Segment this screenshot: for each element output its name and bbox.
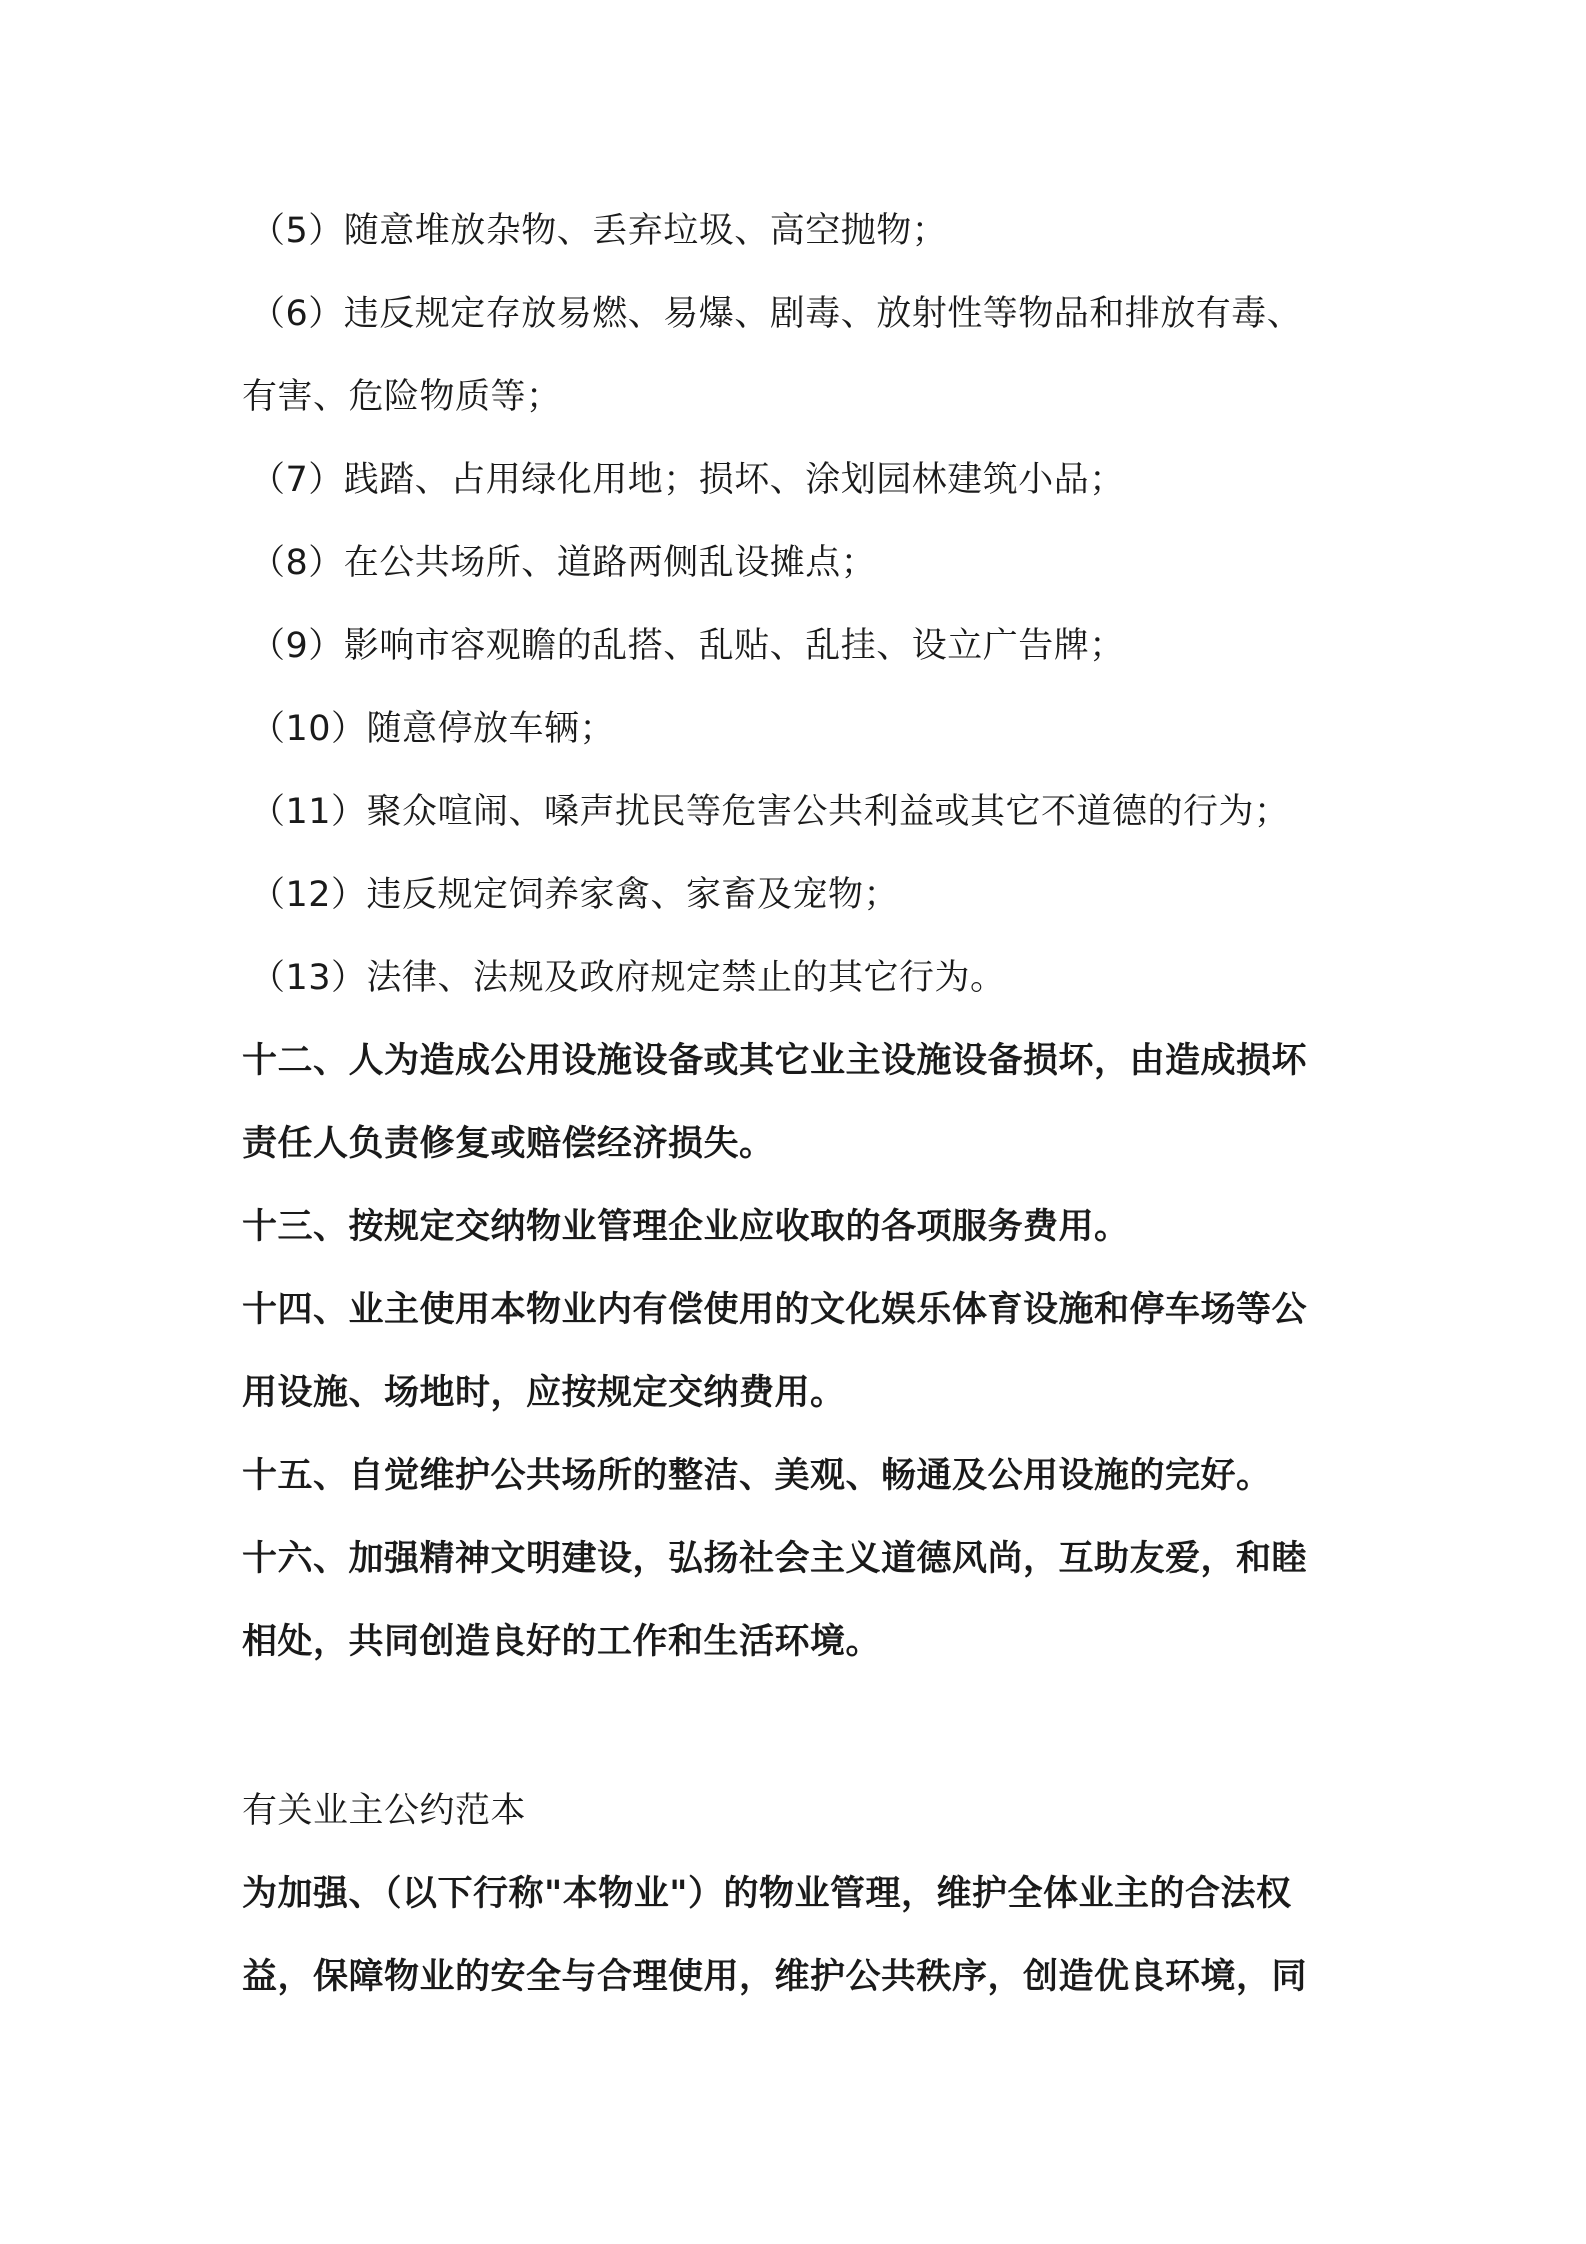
list-item: （11）聚众喧闹、嗓声扰民等危害公共利益或其它不道德的行为； — [250, 792, 1290, 832]
clause-13: 十三、按规定交纳物业管理企业应收取的各项服务费用。 — [242, 1207, 1130, 1247]
clause-12: 十二、人为造成公用设施设备或其它业主设施设备损坏，由造成损坏 — [242, 1041, 1308, 1081]
list-item: （13）法律、法规及政府规定禁止的其它行为。 — [250, 958, 1006, 998]
clause-16: 十六、加强精神文明建设，弘扬社会主义道德风尚，互助友爱，和睦 — [242, 1539, 1308, 1579]
list-item: （7）践踏、占用绿化用地；损坏、涂划园林建筑小品； — [250, 460, 1125, 500]
intro-paragraph-line: 为加强、（以下行称"本物业"）的物业管理，维护全体业主的合法权 — [242, 1874, 1292, 1914]
list-item: （8）在公共场所、道路两侧乱设摊点； — [250, 543, 877, 583]
clause-14-continuation: 用设施、场地时，应按规定交纳费用。 — [242, 1373, 846, 1413]
section-title: 有关业主公约范本 — [242, 1791, 527, 1831]
clause-16-continuation: 相处，共同创造良好的工作和生活环境。 — [242, 1622, 882, 1662]
clause-12-continuation: 责任人负责修复或赔偿经济损失。 — [242, 1124, 775, 1164]
clause-15: 十五、自觉维护公共场所的整洁、美观、畅通及公用设施的完好。 — [242, 1456, 1272, 1496]
list-item: （5）随意堆放杂物、丢弃垃圾、高空抛物； — [250, 211, 948, 251]
list-item: （6）违反规定存放易燃、易爆、剧毒、放射性等物品和排放有毒、 — [250, 294, 1303, 334]
clause-14: 十四、业主使用本物业内有偿使用的文化娱乐体育设施和停车场等公 — [242, 1290, 1308, 1330]
list-item: （9）影响市容观瞻的乱搭、乱贴、乱挂、设立广告牌； — [250, 626, 1125, 666]
list-item: （12）违反规定饲养家禽、家畜及宠物； — [250, 875, 900, 915]
document-body — [242, 190, 1362, 2019]
list-item: （10）随意停放车辆； — [250, 709, 616, 749]
section-spacer — [242, 1684, 1362, 1770]
list-item-continuation: 有害、危险物质等； — [242, 377, 562, 417]
intro-paragraph-line: 益，保障物业的安全与合理使用，维护公共秩序，创造优良环境，同 — [242, 1957, 1308, 1997]
